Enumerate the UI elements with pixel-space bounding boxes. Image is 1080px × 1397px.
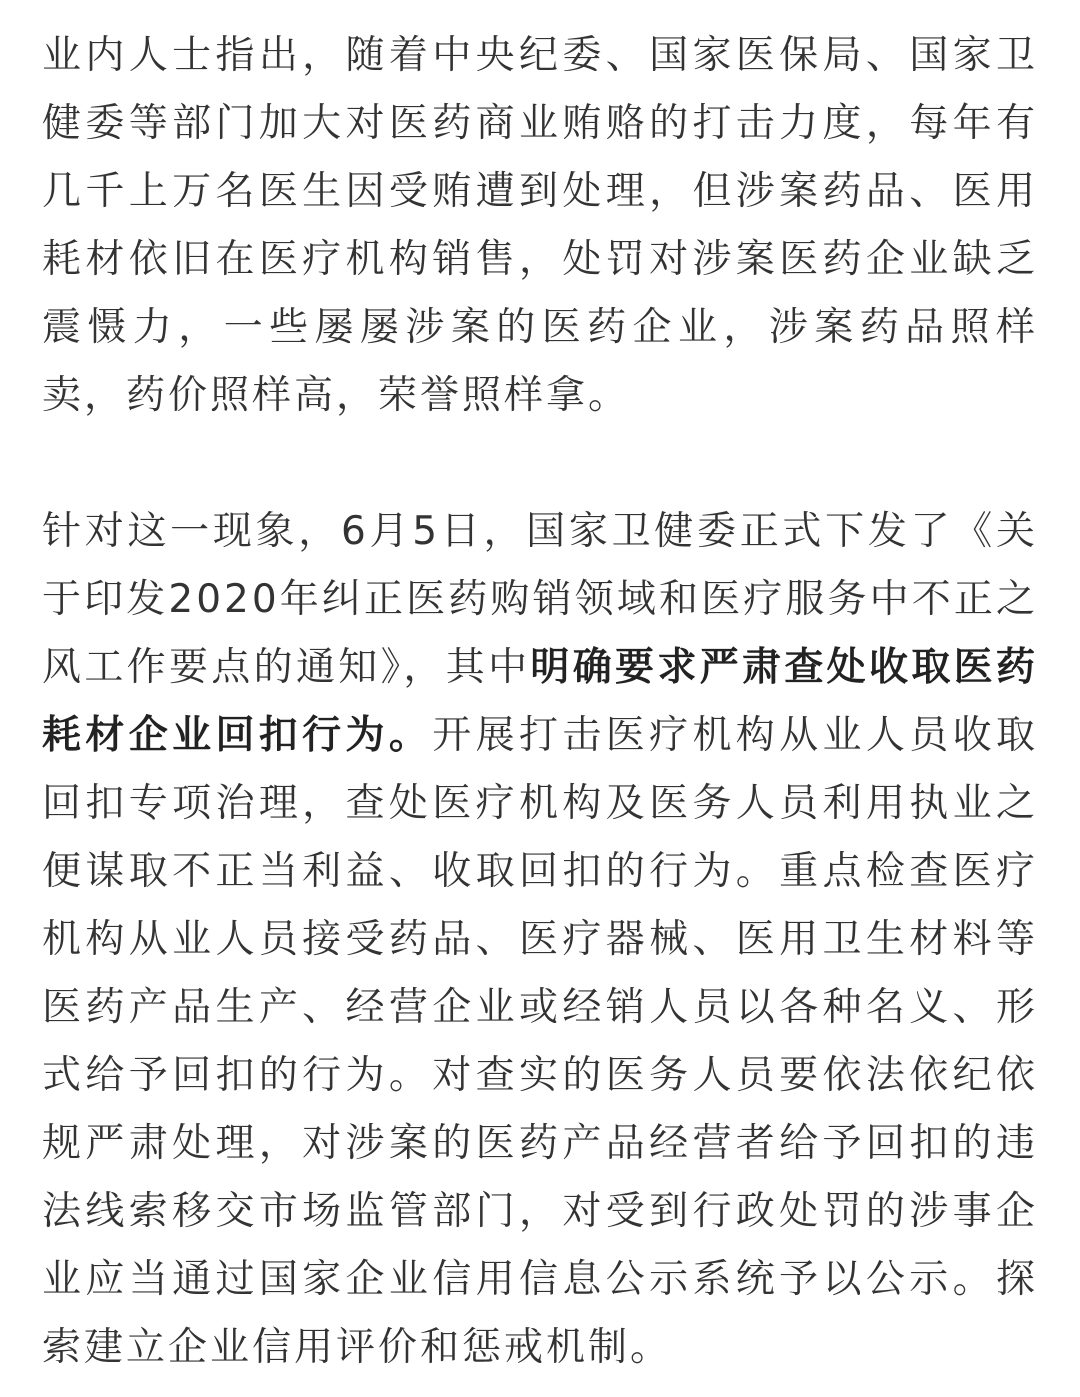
paragraph-2 [42, 498, 1038, 1382]
paragraph-2-emphasis: 明确要求严肃查处收取医药耗材企业回扣行为。 [42, 645, 1038, 758]
paragraph-2-intro: 针对这一现象，6月5日，国家卫健委正式下发了《关于印发2020年纠正医药购销领域和医疗服务中不正之风工作要点的通知》，其中 [42, 509, 1038, 690]
paragraph-1: 业内人士指出，随着中央纪委、国家医保局、国家卫健委等部门加大对医药商业贿赂的打击力度，每年有几千上万名医生因受贿遭到处理，但涉案药品、医用耗材依旧在医疗机构销售，处罚对涉案医药企业缺乏震慑力，一些屡屡涉案的医药企业，涉案药品照样卖，药价照样高，荣誉照样拿。 [42, 33, 1038, 418]
article-body [42, 22, 1038, 1382]
paragraph-2-body: 开展打击医疗机构从业人员收取回扣专项治理，查处医疗机构及医务人员利用执业之便谋取不正当利益、收取回扣的行为。重点检查医疗机构从业人员接受药品、医疗器械、医用卫生材料等医药产品生产、经营企业或经销人员以各种名义、形式给予回扣的行为。对查实的医务人员要依法依纪依规严肃处理，对涉案的医药产品经营者给予回扣的违法线索移交市场监管部门，对受到行政处罚的涉事企业应当通过国家企业信用信息公示系统予以公示。探索建立企业信用评价和惩戒机制。 [42, 713, 1038, 1370]
